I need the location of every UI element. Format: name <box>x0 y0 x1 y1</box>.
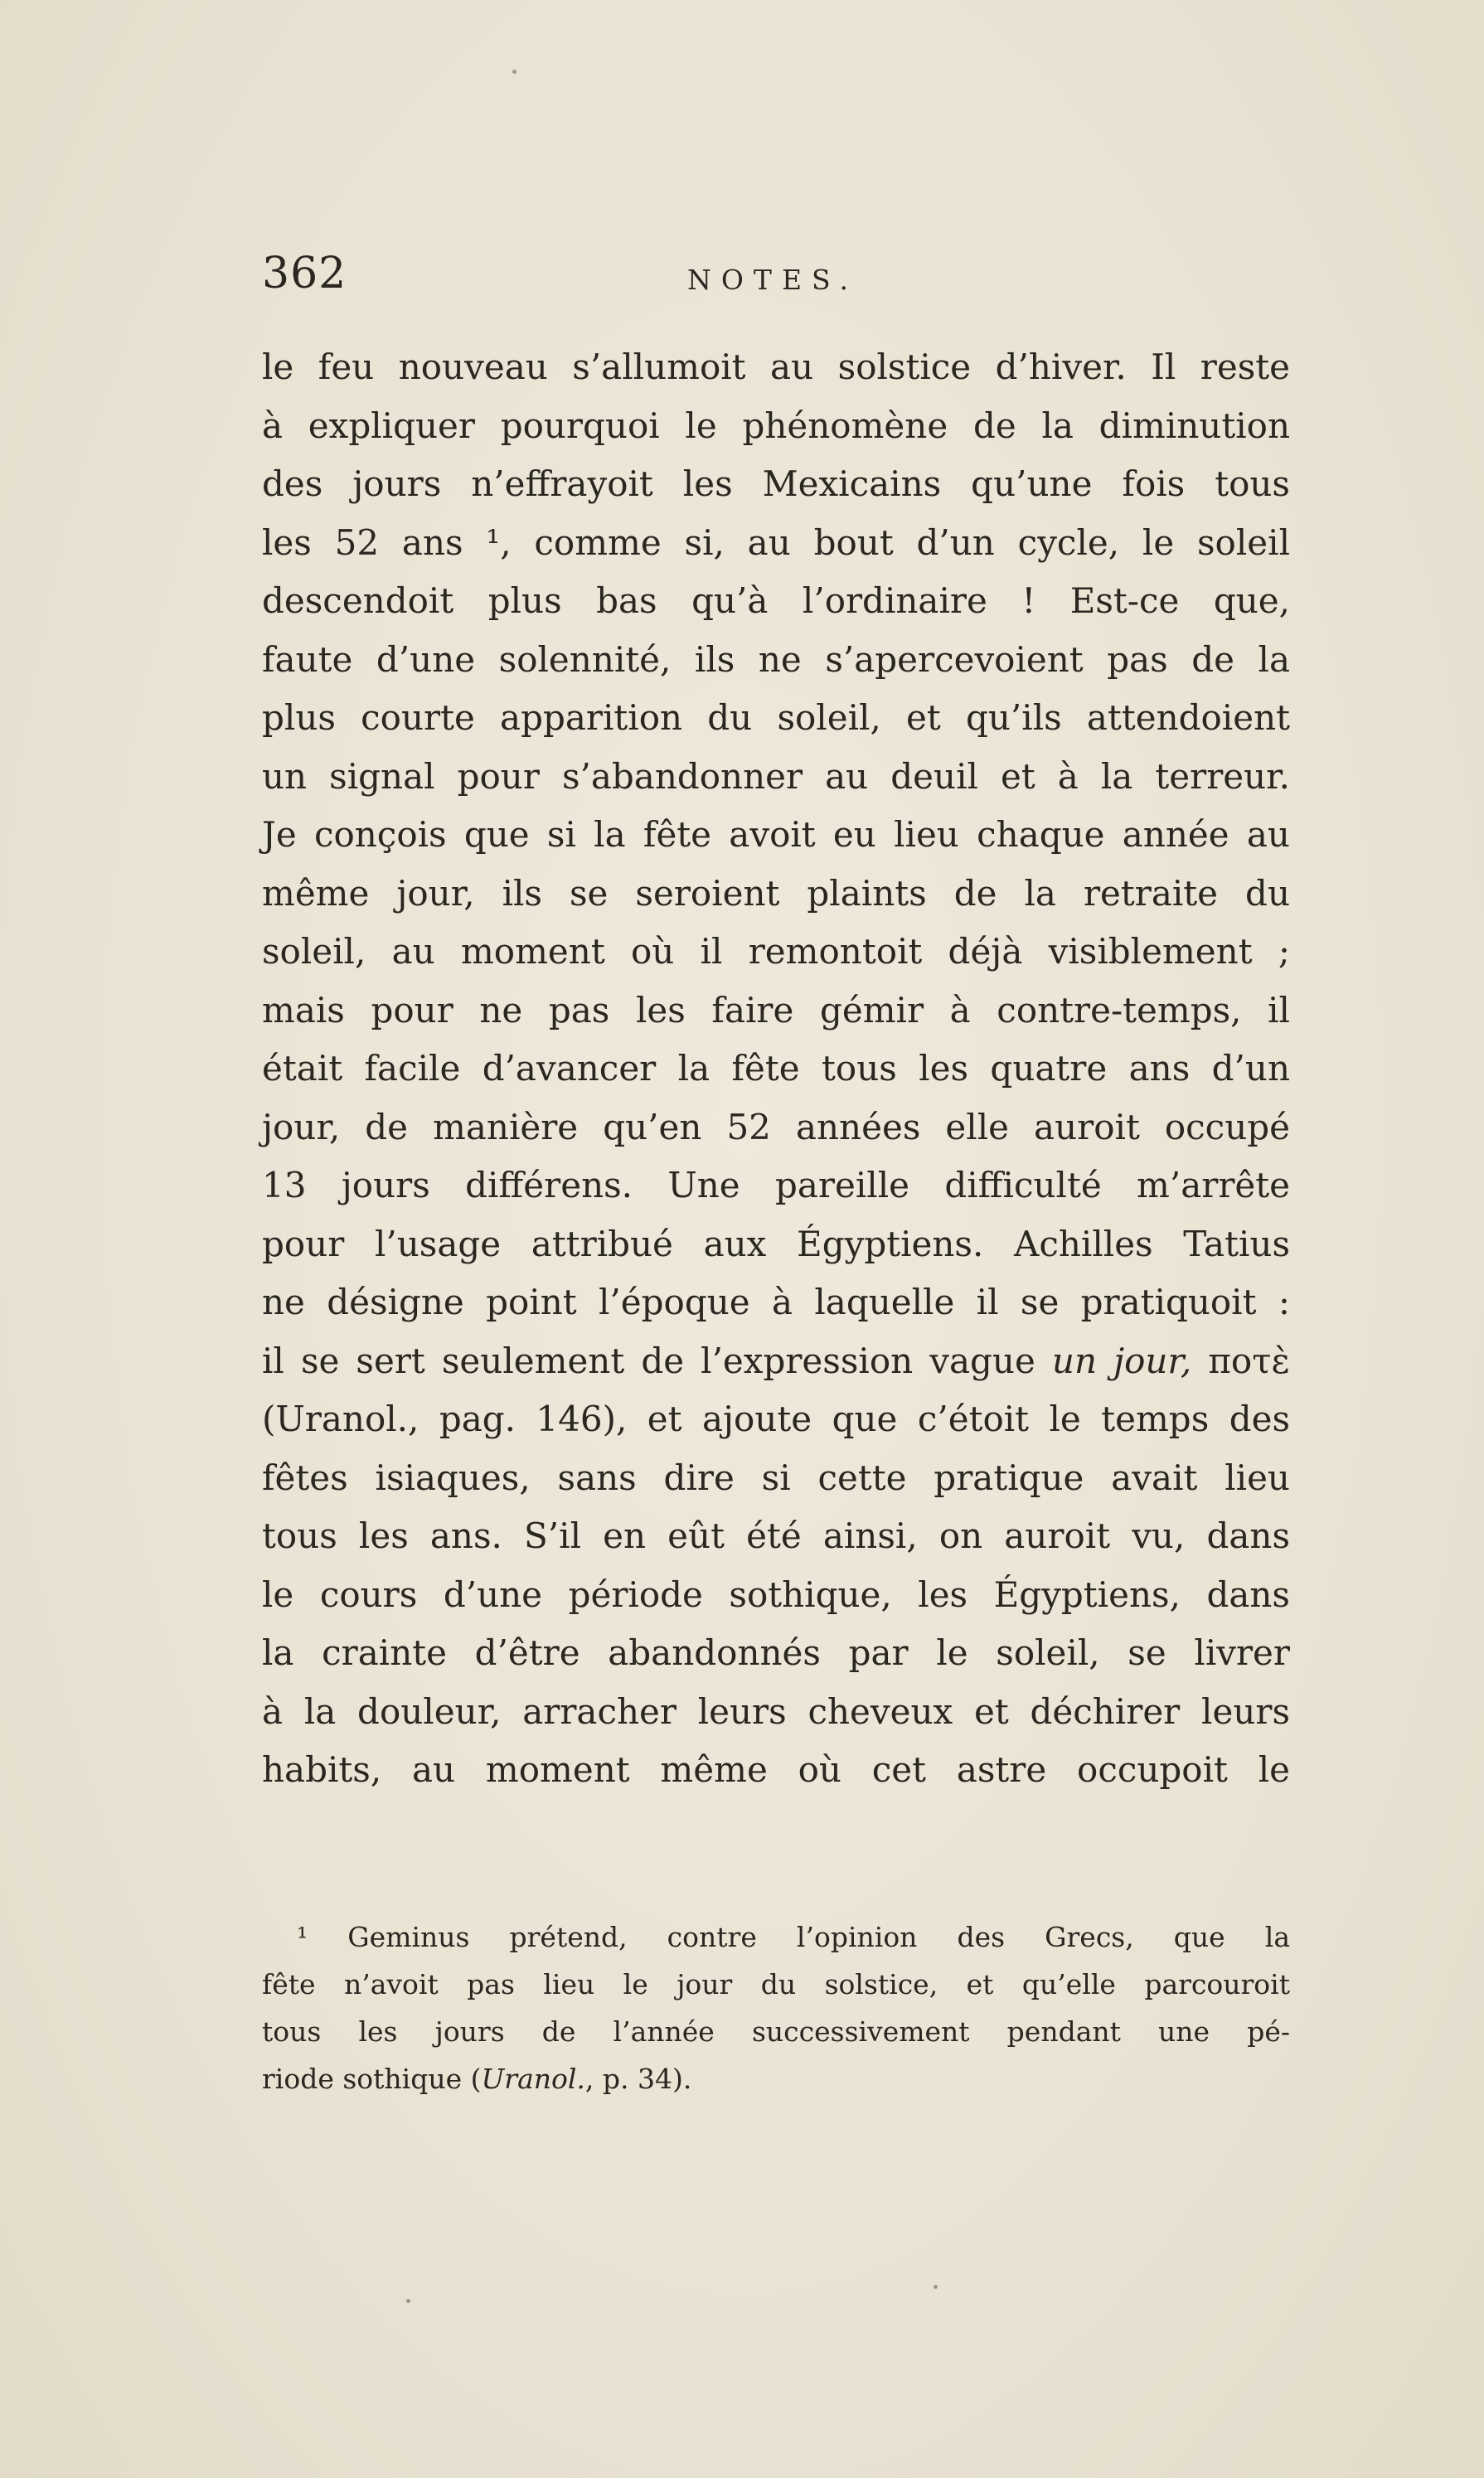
italic-phrase: un jour, <box>1051 1340 1192 1381</box>
text-line: soleil, au moment où il remontoit déjà visiblement ; <box>262 931 1290 972</box>
text-line: (Uranol., pag. 146), et ajoute que c’étoit le temps des <box>262 1399 1290 1439</box>
text-line: jour, de manière qu’en 52 années elle auroit occupé <box>262 1106 1290 1147</box>
text-line: tous les ans. S’il en eût été ainsi, on auroit vu, dans <box>262 1515 1290 1556</box>
text-line-with-greek <box>262 1332 1290 1391</box>
text-line: le cours d’une période sothique, les Égyptiens, dans <box>262 1574 1290 1615</box>
text-line: pour l’usage attribué aux Égyptiens. Achilles Tatius <box>262 1223 1290 1264</box>
text-line: fêtes isiaques, sans dire si cette pratique avait lieu <box>262 1457 1290 1498</box>
text-line: la crainte d’être abandonnés par le soleil, se livrer <box>262 1632 1290 1673</box>
text-line: ne désigne point l’époque à laquelle il se pratiquoit : <box>262 1282 1290 1322</box>
italic-citation: Uranol. <box>481 2063 585 2095</box>
text-line: faute d’une solennité, ils ne s’apercevoient pas de la <box>262 638 1290 680</box>
text-run: il se sert seulement de l’expression vague <box>262 1340 1052 1381</box>
text-line: le feu nouveau s’allumoit au solstice d’hiver. Il reste <box>262 347 1290 387</box>
footnote-line: tous les jours de l’année successivement pendant une pé- <box>262 2015 1290 2048</box>
paper-speck <box>406 2299 410 2303</box>
text-line: habits, au moment même où cet astre occupoit le <box>262 1749 1290 1790</box>
footnote <box>262 1913 1290 2102</box>
footnote-line: fête n’avoit pas lieu le jour du solstice, et qu’elle parcouroit <box>262 1968 1290 2000</box>
text-line: était facile d’avancer la fête tous les quatre ans d’un <box>262 1048 1290 1089</box>
paper-speck <box>512 70 516 74</box>
text-line: à expliquer pourquoi le phénomène de la diminution <box>262 405 1290 446</box>
text-run: riode sothique ( <box>262 2063 482 2095</box>
text-line: un signal pour s’abandonner au deuil et à la terreur. <box>262 755 1290 797</box>
paper-speck <box>934 2285 938 2289</box>
text-line: les 52 ans ¹, comme si, au bout d’un cycle, le soleil <box>262 521 1290 563</box>
footnote-line: ¹ Geminus prétend, contre l’opinion des Grecs, que la <box>297 1921 1290 1953</box>
text-line: à la douleur, arracher leurs cheveux et déchirer leurs <box>262 1690 1290 1732</box>
text-line: Je conçois que si la fête avoit eu lieu chaque année au <box>262 814 1290 855</box>
text-line: même jour, ils se seroient plaints de la retraite du <box>262 872 1290 914</box>
greek-word: ποτὲ <box>1191 1340 1290 1381</box>
text-run: , p. 34). <box>584 2063 692 2095</box>
text-line: des jours n’effrayoit les Mexicains qu’une fois tous <box>262 463 1290 504</box>
text-line: plus courte apparition du soleil, et qu’ils attendoient <box>262 697 1290 738</box>
text-line: 13 jours différens. Une pareille difficulté m’arrête <box>262 1165 1290 1205</box>
page-header <box>262 249 1290 315</box>
footnote-line <box>262 2055 1290 2102</box>
text-line: mais pour ne pas les faire gémir à contre-temps, il <box>262 989 1290 1030</box>
running-head: NOTES. <box>687 264 858 296</box>
page-number: 362 <box>262 249 347 298</box>
text-line: descendoit plus bas qu’à l’ordinaire ! Est-ce que, <box>262 580 1290 621</box>
body-text <box>262 338 1290 1800</box>
